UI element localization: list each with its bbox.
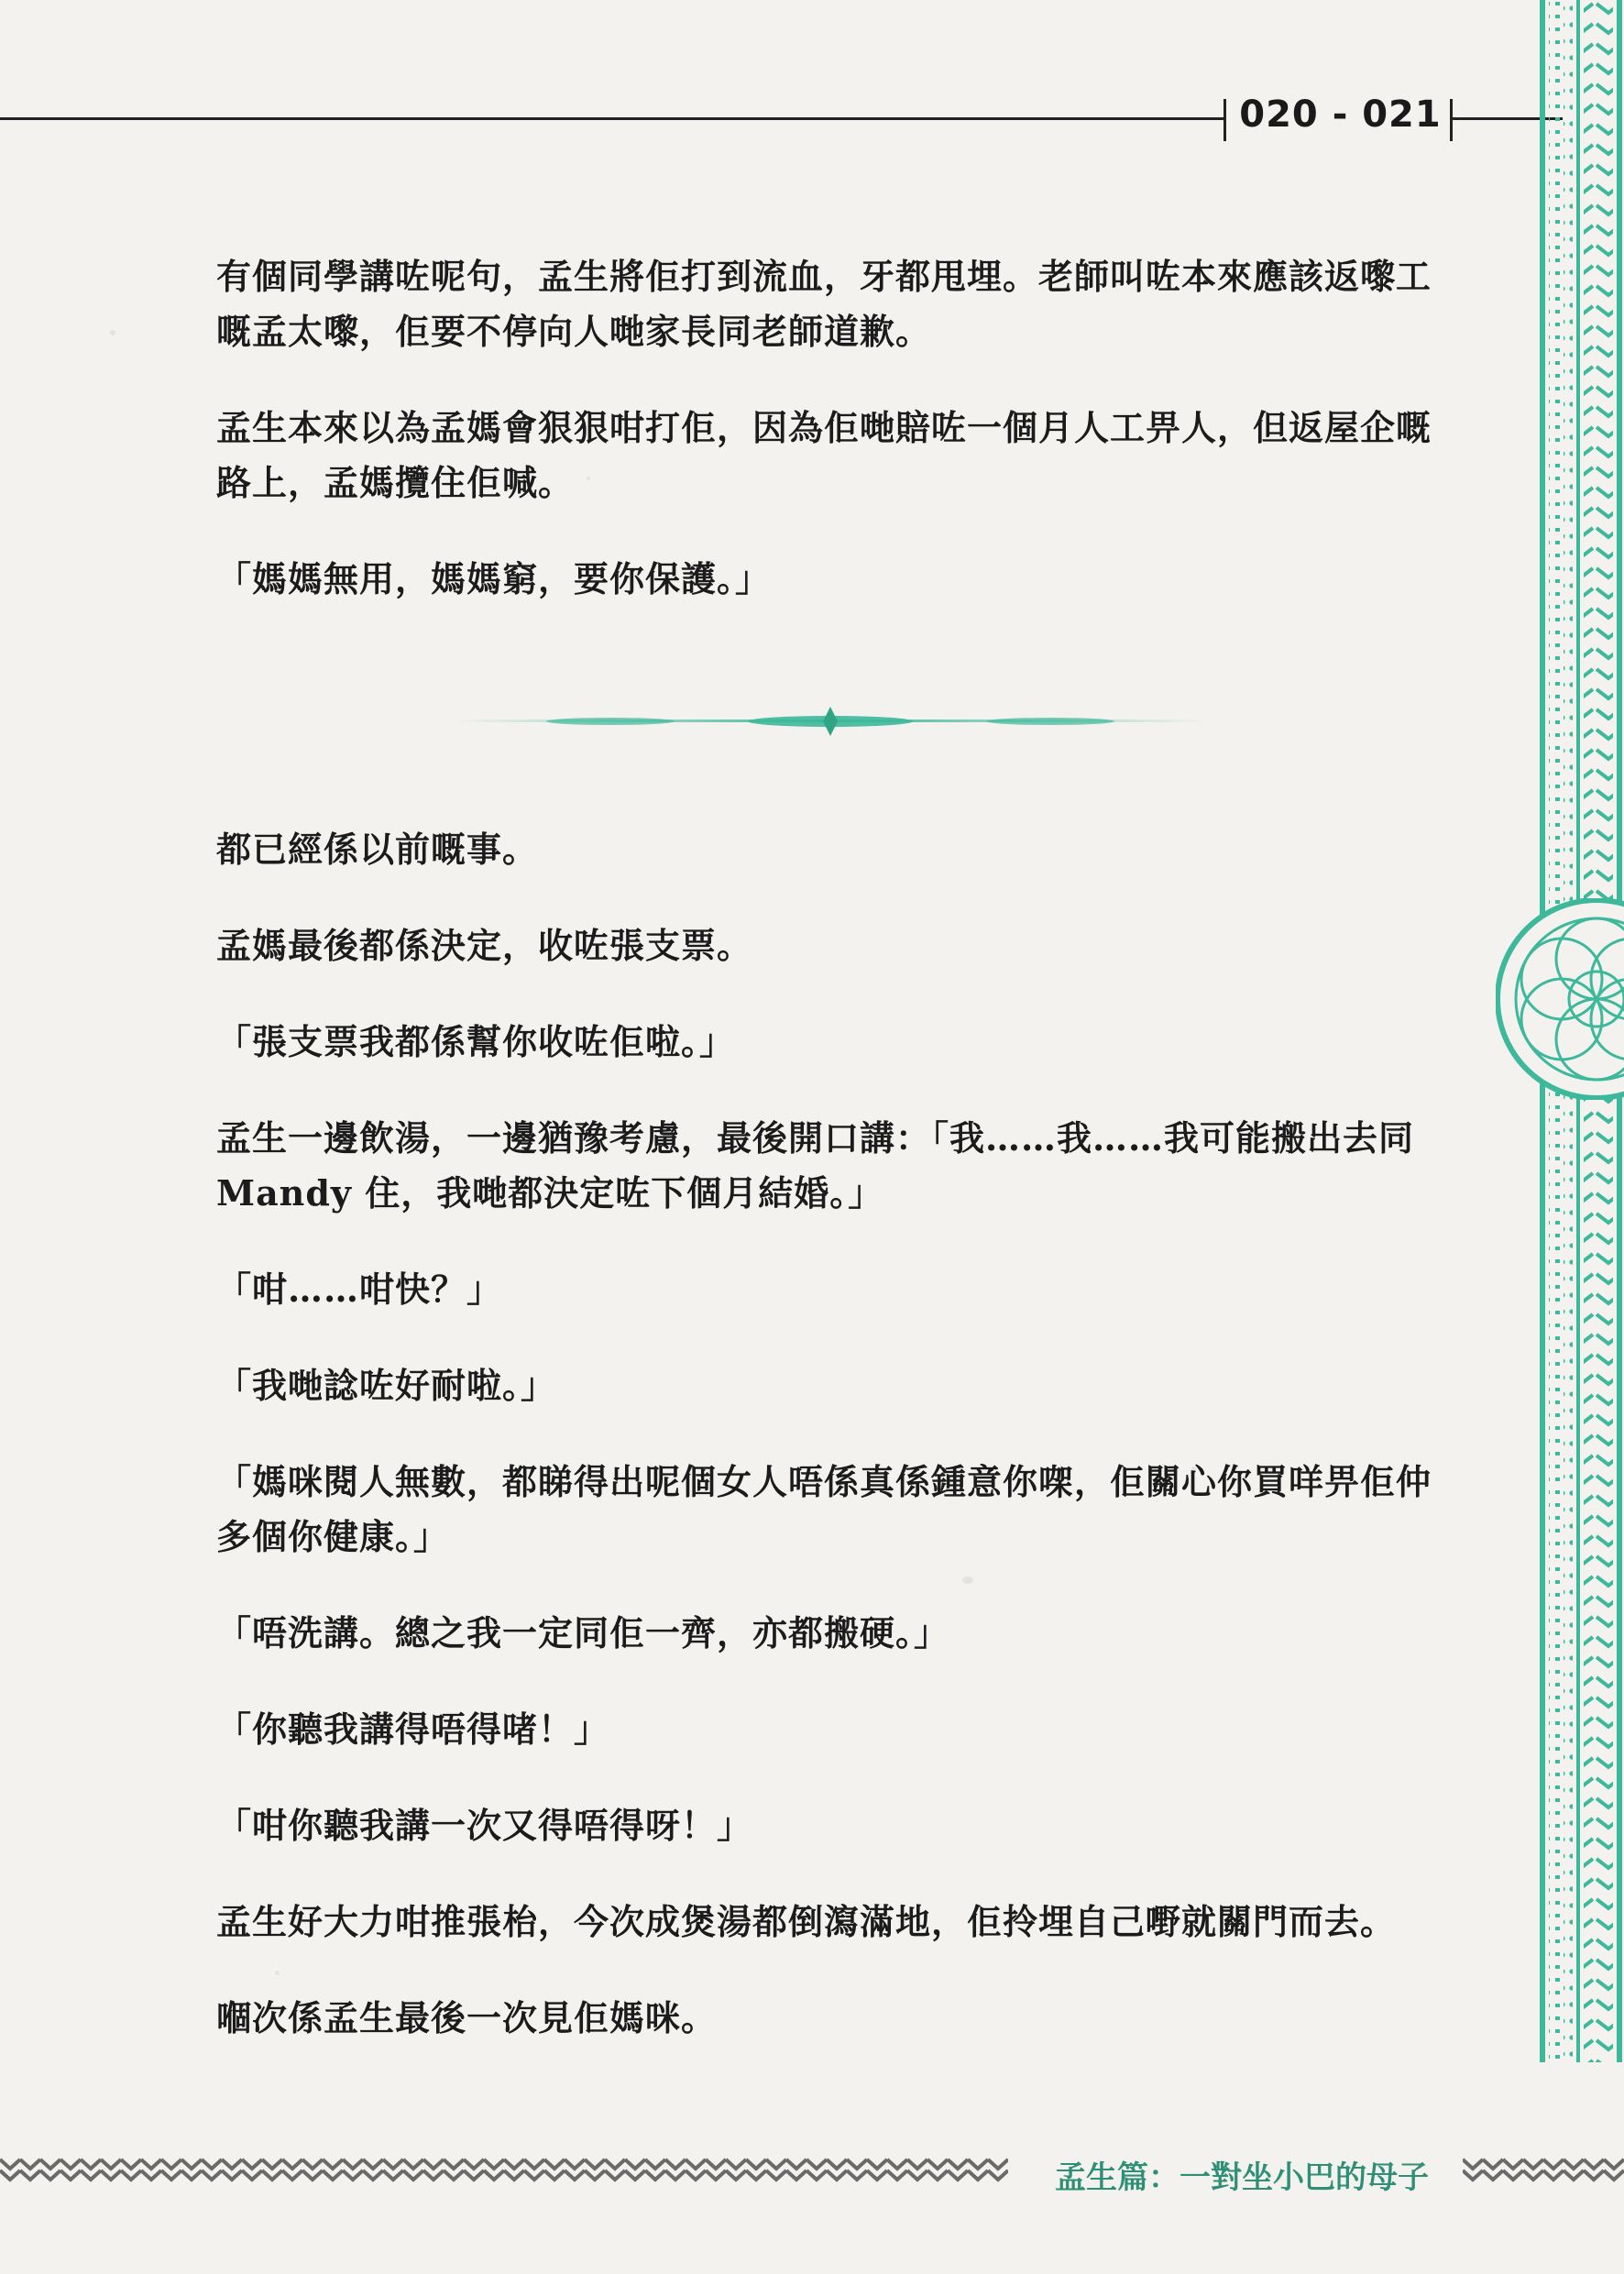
paragraph: 孟生一邊飲湯，一邊猶豫考慮，最後開口講：「我……我……我可能搬出去同 Mandy 住，我哋都決定咗下個月結婚。」 xyxy=(216,1117,1415,1214)
header-rule-left xyxy=(0,117,1223,120)
header-tick-left xyxy=(1223,99,1226,141)
ornament-divider-icon xyxy=(455,703,1206,740)
paragraph: 「媽媽無用，媽媽窮，要你保護。」 xyxy=(216,558,772,599)
paragraph: 都已經係以前嘅事。 xyxy=(216,829,539,870)
paragraph: 「張支票我都係幫你收咗佢啦。」 xyxy=(216,1021,736,1062)
paragraph: 「媽咪閱人無數，都睇得出呢個女人唔係真係鍾意你㗎，佢關心你買咩畀佢仲多個你健康。」 xyxy=(216,1461,1432,1557)
paragraph: 孟媽最後都係決定，收咗張支票。 xyxy=(216,925,753,966)
rosette-icon xyxy=(1496,898,1624,1100)
page-body xyxy=(216,249,1435,2087)
section-divider xyxy=(216,648,1435,822)
paragraph: 孟生好大力咁推張枱，今次成煲湯都倒瀉滿地，佢拎埋自己嘢就關門而去。 xyxy=(216,1901,1397,1942)
page-numbers: 020 - 021 xyxy=(1239,93,1442,136)
footer-border-left xyxy=(0,2154,1008,2185)
paragraph: 「咁……咁快？」 xyxy=(216,1269,503,1310)
paragraph: 「唔洗講。總之我一定同佢一齊，亦都搬硬。」 xyxy=(216,1612,950,1653)
paragraph: 「我哋諗咗好耐啦。」 xyxy=(216,1365,557,1406)
paragraph: 「咁你聽我講一次又得唔得呀！」 xyxy=(216,1805,753,1846)
paragraph: 「你聽我講得唔得啫！」 xyxy=(216,1708,610,1750)
paragraph: 有個同學講咗呢句，孟生將佢打到流血，牙都甩埋。老師叫咗本來應該返嚟工嘅孟太嚟，佢要不停向人哋家長同老師道歉。 xyxy=(216,256,1432,352)
paragraph: 孟生本來以為孟媽會狠狠咁打佢，因為佢哋賠咗一個月人工畀人，但返屋企嘅路上，孟媽攬住佢喊。 xyxy=(216,407,1432,503)
header-tick-right xyxy=(1450,99,1453,141)
paragraph: 嗰次係孟生最後一次見佢媽咪。 xyxy=(216,1997,718,2038)
footer-border-right xyxy=(1463,2154,1624,2185)
paper-texture xyxy=(110,330,115,335)
footer-chapter-title: 孟生篇：一對坐小巴的母子 xyxy=(1055,2159,1429,2196)
